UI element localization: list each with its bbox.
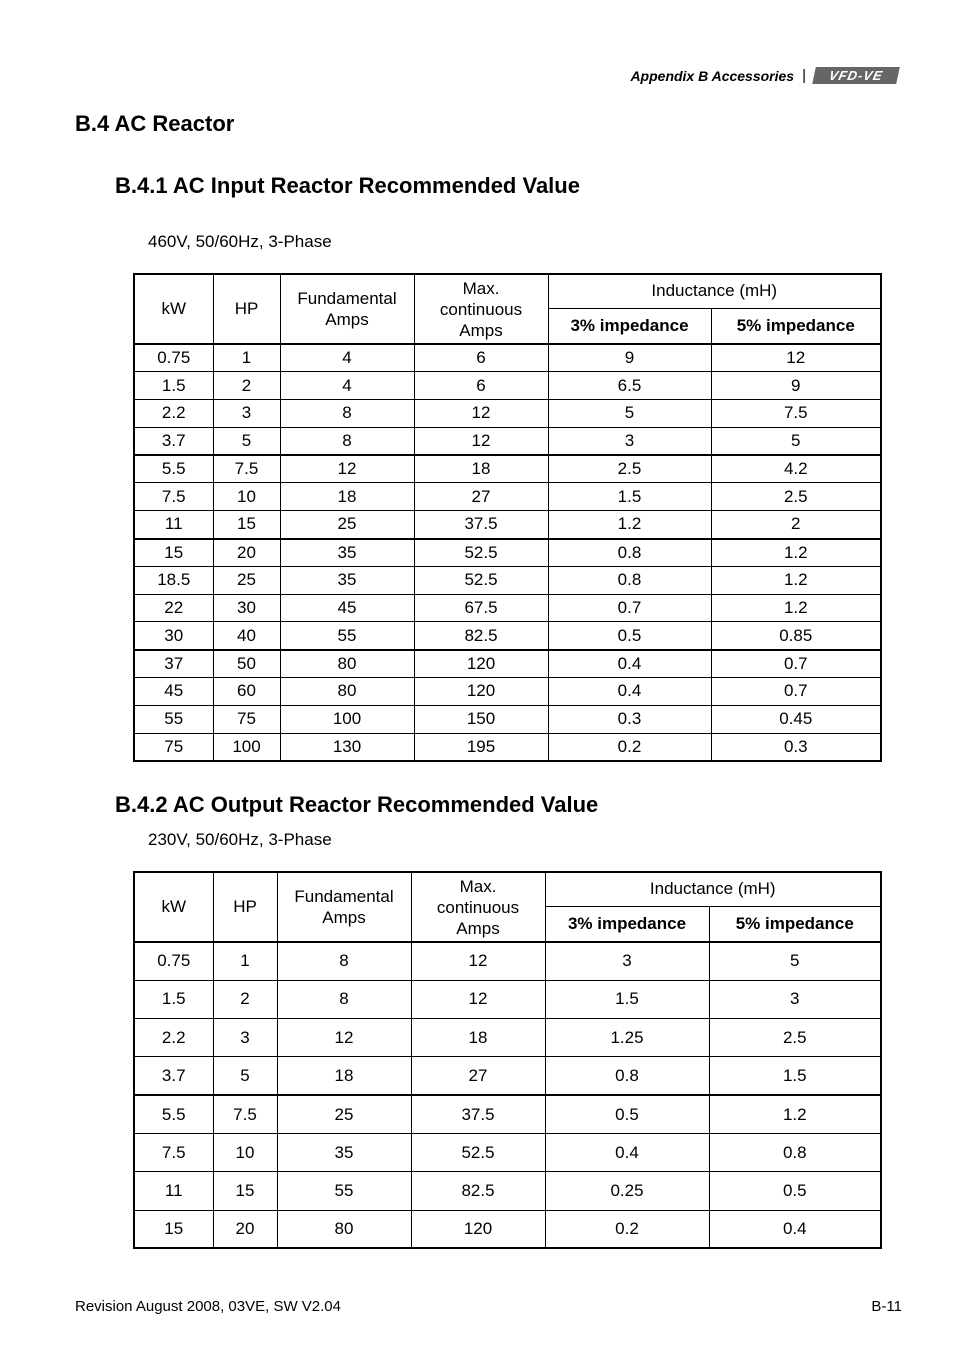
table-cell: 1.2 <box>711 594 881 622</box>
table-cell: 2.5 <box>548 455 711 483</box>
table-cell: 60 <box>213 678 280 706</box>
table-cell: 9 <box>548 344 711 372</box>
table-cell: 10 <box>213 1133 277 1171</box>
section-title: B.4 AC Reactor <box>75 111 235 136</box>
table-row <box>134 427 881 455</box>
table-cell: 1.2 <box>709 1095 881 1133</box>
table-cell: 5 <box>213 1057 277 1095</box>
table-row <box>134 511 881 539</box>
table-row <box>134 678 881 706</box>
table-row <box>134 942 881 980</box>
table-cell: 150 <box>414 705 548 733</box>
table-cell: 1.5 <box>134 372 213 400</box>
table-cell: 18 <box>280 483 414 511</box>
table-row <box>134 539 881 567</box>
table-cell: 80 <box>280 650 414 678</box>
table-cell: 7.5 <box>711 400 881 428</box>
table-cell: 15 <box>213 1172 277 1210</box>
col-max-line1: Max. <box>459 876 497 896</box>
table-cell: 12 <box>414 400 548 428</box>
table-row <box>134 566 881 594</box>
table-cell: 10 <box>213 483 280 511</box>
table-cell: 0.5 <box>709 1172 881 1210</box>
col-max-line3: Amps <box>456 918 500 938</box>
table-cell: 8 <box>280 400 414 428</box>
col-fundamental-line2: Amps <box>325 310 369 329</box>
col-max-line2: continuous <box>436 897 520 917</box>
table-cell: 7.5 <box>213 455 280 483</box>
table-row <box>134 733 881 761</box>
col-max-line1: Max. <box>462 278 500 298</box>
footer-page-number: B-11 <box>871 1298 902 1315</box>
table-cell: 12 <box>277 1019 411 1057</box>
col-max-continuous-amps <box>411 872 545 942</box>
table-cell: 25 <box>277 1095 411 1133</box>
table-cell: 2.2 <box>134 1019 213 1057</box>
table-cell: 0.8 <box>545 1057 709 1095</box>
table-cell: 7.5 <box>134 1133 213 1171</box>
table-cell: 52.5 <box>414 566 548 594</box>
table-cell: 0.3 <box>548 705 711 733</box>
table-cell: 22 <box>134 594 213 622</box>
table-cell: 45 <box>134 678 213 706</box>
input-reactor-rows <box>134 344 881 761</box>
table-cell: 75 <box>134 733 213 761</box>
table-row <box>134 455 881 483</box>
table-cell: 75 <box>213 705 280 733</box>
table-row <box>134 372 881 400</box>
table-cell: 25 <box>213 566 280 594</box>
table-cell: 2 <box>213 980 277 1018</box>
table-cell: 8 <box>280 427 414 455</box>
table-row <box>134 1057 881 1095</box>
table-row <box>134 622 881 650</box>
table-cell: 3.7 <box>134 427 213 455</box>
col-5pct-impedance: 5% impedance <box>709 906 881 942</box>
col-inductance: Inductance (mH) <box>545 872 881 906</box>
col-fundamental-line2: Amps <box>322 908 366 927</box>
table-cell: 11 <box>134 1172 213 1210</box>
table-cell: 0.8 <box>548 566 711 594</box>
table-cell: 6.5 <box>548 372 711 400</box>
vfd-ve-logo <box>812 67 900 84</box>
table-cell: 1.2 <box>711 566 881 594</box>
table-cell: 18.5 <box>134 566 213 594</box>
table-cell: 15 <box>134 1210 213 1248</box>
table-row <box>134 400 881 428</box>
col-3pct-impedance: 3% impedance <box>548 308 711 344</box>
table-cell: 20 <box>213 539 280 567</box>
table-cell: 55 <box>134 705 213 733</box>
output-reactor-subtitle: 230V, 50/60Hz, 3-Phase <box>148 830 332 849</box>
table-cell: 0.2 <box>548 733 711 761</box>
table-cell: 120 <box>414 678 548 706</box>
table-cell: 3 <box>709 980 881 1018</box>
col-kw: kW <box>134 872 213 942</box>
table-cell: 0.4 <box>548 678 711 706</box>
table-cell: 0.5 <box>545 1095 709 1133</box>
table-cell: 12 <box>411 942 545 980</box>
table-cell: 37.5 <box>414 511 548 539</box>
table-row <box>134 705 881 733</box>
table-cell: 100 <box>213 733 280 761</box>
table-cell: 3 <box>545 942 709 980</box>
table-row <box>134 650 881 678</box>
table-row <box>134 980 881 1018</box>
table-cell: 82.5 <box>411 1172 545 1210</box>
table-cell: 9 <box>711 372 881 400</box>
table-cell: 25 <box>280 511 414 539</box>
table-cell: 0.7 <box>711 650 881 678</box>
table-cell: 0.75 <box>134 344 213 372</box>
table-cell: 12 <box>711 344 881 372</box>
table-cell: 1.2 <box>711 539 881 567</box>
table-cell: 55 <box>277 1172 411 1210</box>
table-cell: 4.2 <box>711 455 881 483</box>
table-row <box>134 344 881 372</box>
col-fundamental-amps <box>277 872 411 942</box>
table-cell: 100 <box>280 705 414 733</box>
table-cell: 37 <box>134 650 213 678</box>
table-cell: 0.5 <box>548 622 711 650</box>
col-5pct-impedance: 5% impedance <box>711 308 881 344</box>
col-fundamental-line1: Fundamental <box>294 887 394 906</box>
col-inductance: Inductance (mH) <box>548 274 881 308</box>
output-reactor-rows <box>134 942 881 1248</box>
table-cell: 120 <box>411 1210 545 1248</box>
table-row <box>134 483 881 511</box>
table-cell: 55 <box>280 622 414 650</box>
table-cell: 1.5 <box>548 483 711 511</box>
header-separator: | <box>802 67 806 84</box>
table-cell: 82.5 <box>414 622 548 650</box>
table-cell: 8 <box>277 942 411 980</box>
table-cell: 35 <box>280 539 414 567</box>
table-cell: 27 <box>414 483 548 511</box>
table-cell: 2.5 <box>711 483 881 511</box>
output-reactor-table <box>133 871 882 1249</box>
table-cell: 27 <box>411 1057 545 1095</box>
table-cell: 4 <box>280 344 414 372</box>
col-fundamental-amps <box>280 274 414 344</box>
table-cell: 0.45 <box>711 705 881 733</box>
table-cell: 0.8 <box>709 1133 881 1171</box>
footer-revision: Revision August 2008, 03VE, SW V2.04 <box>75 1298 341 1315</box>
table-cell: 15 <box>213 511 280 539</box>
table-cell: 52.5 <box>414 539 548 567</box>
col-kw: kW <box>134 274 213 344</box>
table-cell: 1 <box>213 942 277 980</box>
page-header <box>630 67 898 84</box>
table-cell: 1.25 <box>545 1019 709 1057</box>
table-cell: 0.75 <box>134 942 213 980</box>
table-cell: 1.5 <box>709 1057 881 1095</box>
table-cell: 35 <box>280 566 414 594</box>
table-cell: 5 <box>709 942 881 980</box>
table-cell: 40 <box>213 622 280 650</box>
table-cell: 5.5 <box>134 1095 213 1133</box>
table-cell: 0.7 <box>548 594 711 622</box>
table-cell: 12 <box>280 455 414 483</box>
table-cell: 5 <box>213 427 280 455</box>
table-cell: 18 <box>414 455 548 483</box>
table-cell: 30 <box>134 622 213 650</box>
table-cell: 12 <box>411 980 545 1018</box>
table-cell: 5.5 <box>134 455 213 483</box>
table-cell: 3 <box>213 1019 277 1057</box>
table-cell: 195 <box>414 733 548 761</box>
table-cell: 0.4 <box>548 650 711 678</box>
table-cell: 7.5 <box>213 1095 277 1133</box>
table-row <box>134 1095 881 1133</box>
table-cell: 0.85 <box>711 622 881 650</box>
table-cell: 0.4 <box>709 1210 881 1248</box>
table-cell: 67.5 <box>414 594 548 622</box>
table-cell: 18 <box>277 1057 411 1095</box>
table-cell: 5 <box>548 400 711 428</box>
table-cell: 1.5 <box>545 980 709 1018</box>
table-cell: 37.5 <box>411 1095 545 1133</box>
col-fundamental-line1: Fundamental <box>297 289 397 308</box>
table-cell: 3 <box>213 400 280 428</box>
table-cell: 1.2 <box>548 511 711 539</box>
table-cell: 3 <box>548 427 711 455</box>
col-hp: HP <box>213 872 277 942</box>
table-cell: 18 <box>411 1019 545 1057</box>
table-cell: 0.4 <box>545 1133 709 1171</box>
logo-text: VFD-VE <box>827 68 885 83</box>
table-cell: 0.2 <box>545 1210 709 1248</box>
table-cell: 0.25 <box>545 1172 709 1210</box>
table-cell: 80 <box>277 1210 411 1248</box>
table-cell: 5 <box>711 427 881 455</box>
table-cell: 1.5 <box>134 980 213 1018</box>
table-cell: 120 <box>414 650 548 678</box>
col-hp: HP <box>213 274 280 344</box>
col-max-continuous-amps <box>414 274 548 344</box>
table-cell: 11 <box>134 511 213 539</box>
header-section: Appendix B Accessories <box>630 67 795 84</box>
col-max-line2: continuous <box>439 299 523 319</box>
table-row <box>134 1019 881 1057</box>
table-cell: 8 <box>277 980 411 1018</box>
table-cell: 130 <box>280 733 414 761</box>
table-cell: 2 <box>711 511 881 539</box>
col-max-line3: Amps <box>459 320 503 340</box>
table-row <box>134 1172 881 1210</box>
table-row <box>134 1210 881 1248</box>
output-reactor-title: B.4.2 AC Output Reactor Recommended Value <box>115 792 599 817</box>
table-cell: 0.8 <box>548 539 711 567</box>
table-cell: 52.5 <box>411 1133 545 1171</box>
input-reactor-subtitle: 460V, 50/60Hz, 3-Phase <box>148 232 332 251</box>
input-reactor-table <box>133 273 882 762</box>
table-cell: 2.2 <box>134 400 213 428</box>
table-cell: 30 <box>213 594 280 622</box>
table-cell: 12 <box>414 427 548 455</box>
table-cell: 7.5 <box>134 483 213 511</box>
table-cell: 6 <box>414 372 548 400</box>
table-cell: 50 <box>213 650 280 678</box>
table-cell: 45 <box>280 594 414 622</box>
table-cell: 6 <box>414 344 548 372</box>
table-cell: 15 <box>134 539 213 567</box>
input-reactor-title: B.4.1 AC Input Reactor Recommended Value <box>115 173 580 198</box>
table-cell: 1 <box>213 344 280 372</box>
table-cell: 2 <box>213 372 280 400</box>
col-3pct-impedance: 3% impedance <box>545 906 709 942</box>
table-cell: 3.7 <box>134 1057 213 1095</box>
table-cell: 0.3 <box>711 733 881 761</box>
table-cell: 4 <box>280 372 414 400</box>
table-cell: 80 <box>280 678 414 706</box>
table-cell: 2.5 <box>709 1019 881 1057</box>
table-cell: 20 <box>213 1210 277 1248</box>
table-cell: 0.7 <box>711 678 881 706</box>
table-cell: 35 <box>277 1133 411 1171</box>
table-row <box>134 1133 881 1171</box>
table-row <box>134 594 881 622</box>
